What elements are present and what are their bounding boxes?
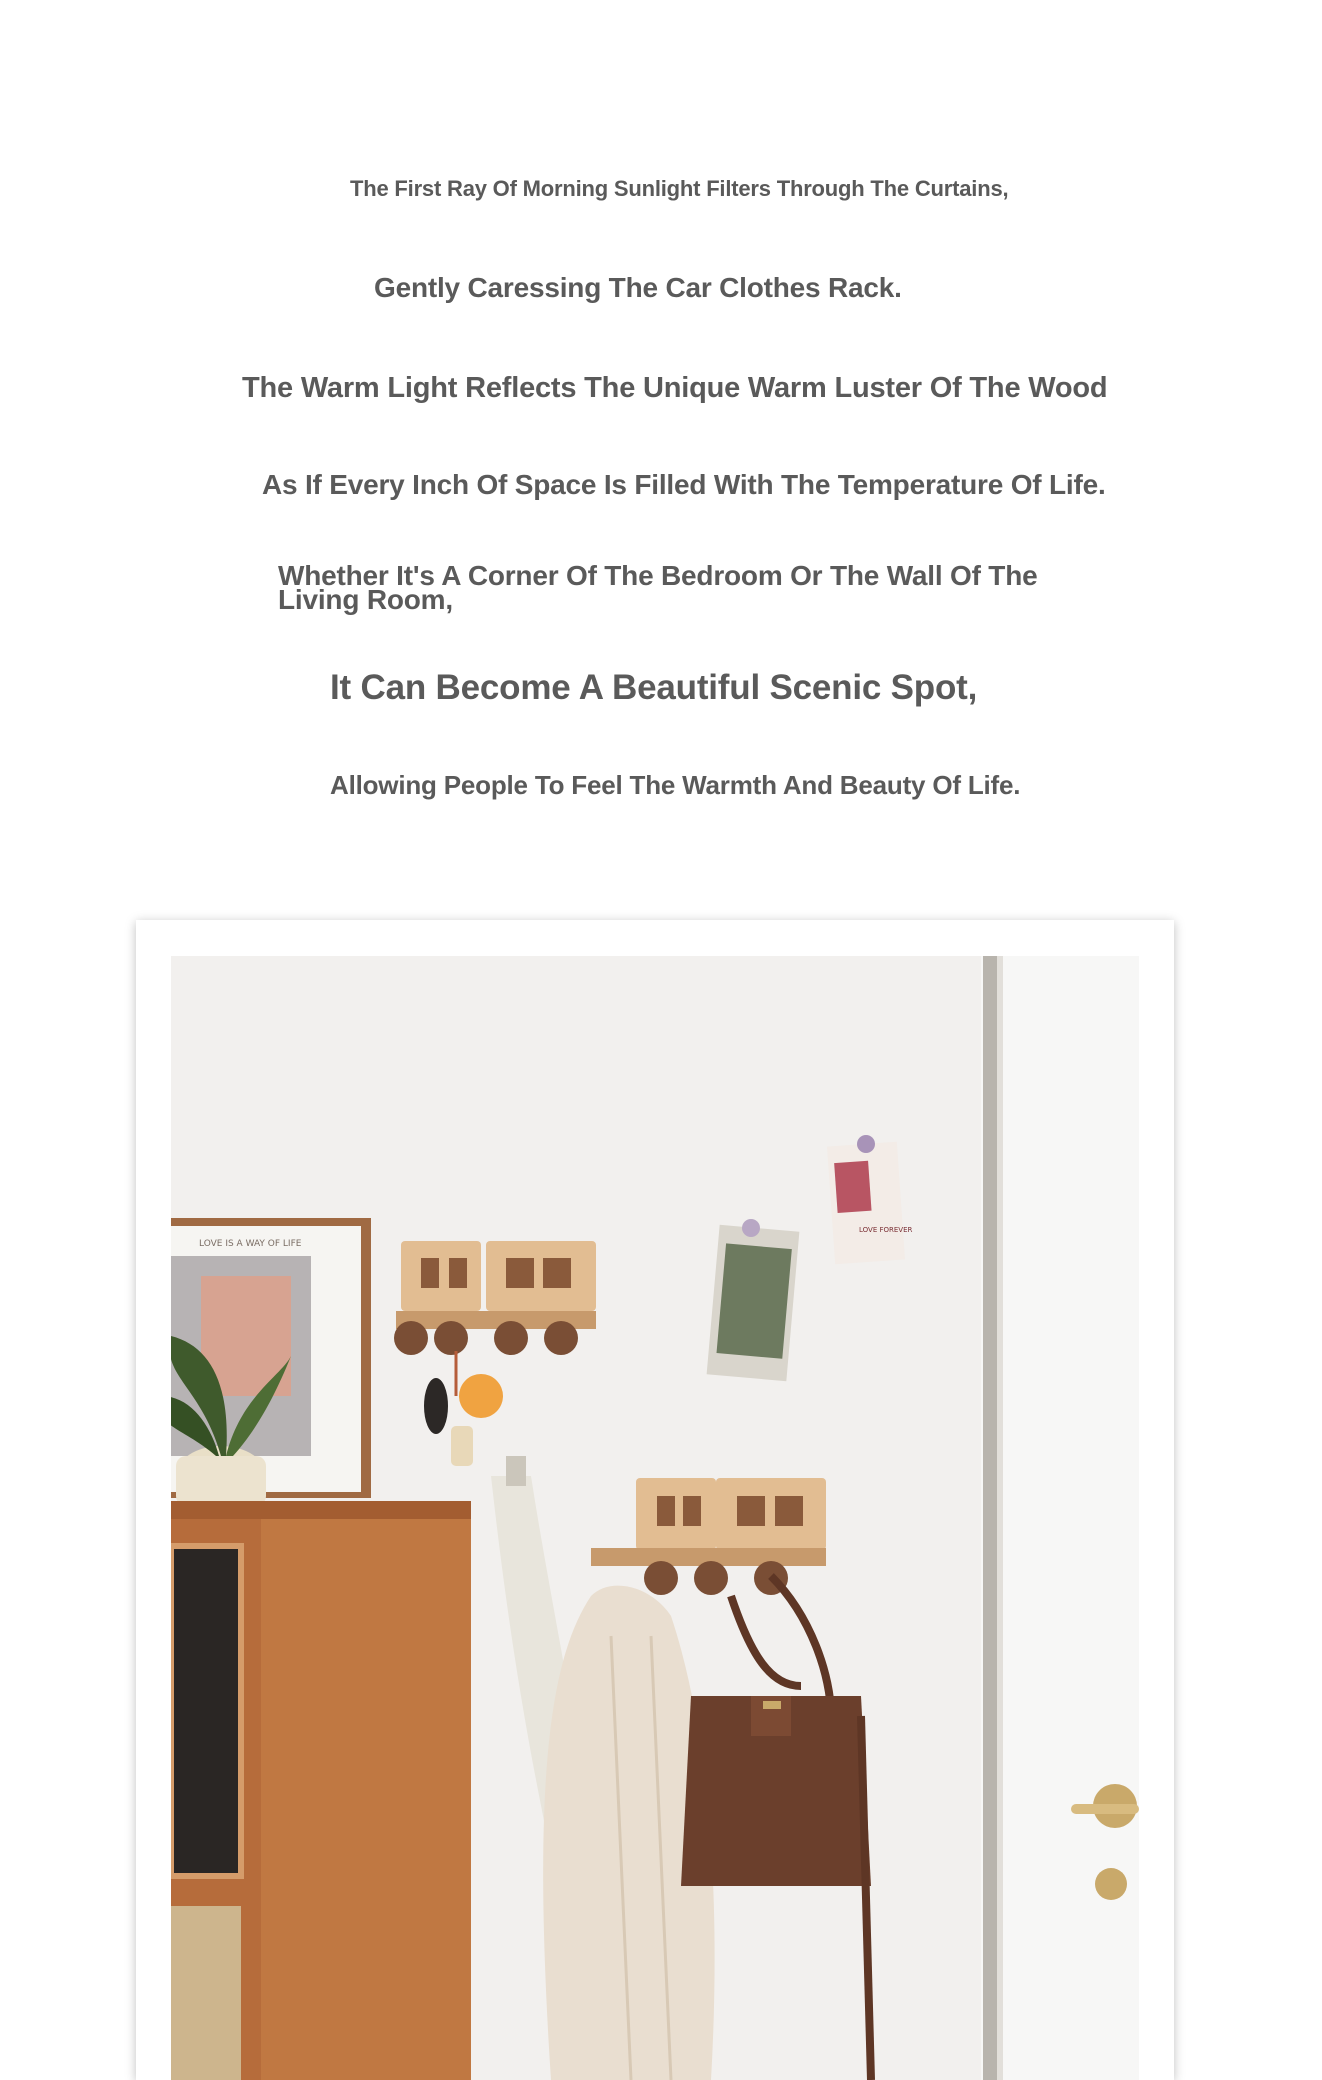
photo-illustration bbox=[171, 956, 1139, 2080]
card-text: LOVE FOREVER bbox=[859, 1226, 913, 1234]
train-hook-top bbox=[394, 1241, 596, 1355]
text-line-3: The Warm Light Reflects The Unique Warm Luster Of The Wood bbox=[242, 372, 1108, 404]
poster-text: LOVE IS A WAY OF LIFE bbox=[199, 1239, 302, 1249]
wall-photo bbox=[707, 1219, 800, 1381]
text-line-6: It Can Become A Beautiful Scenic Spot, bbox=[330, 668, 978, 707]
text-line-4: As If Every Inch Of Space Is Filled With The Temperature Of Life. bbox=[262, 469, 1106, 500]
text-line-1: The First Ray Of Morning Sunlight Filters Through The Curtains, bbox=[350, 176, 1009, 201]
product-photo bbox=[171, 956, 1139, 2080]
photo-frame bbox=[136, 920, 1174, 2080]
text-line-7: Allowing People To Feel The Warmth And Beauty Of Life. bbox=[330, 770, 1021, 800]
cabinet bbox=[171, 1501, 471, 2080]
text-line-5: Whether It's A Corner Of The Bedroom Or The Wall Of The Living Room, bbox=[278, 560, 1038, 615]
text-line-2: Gently Caressing The Car Clothes Rack. bbox=[374, 272, 902, 303]
